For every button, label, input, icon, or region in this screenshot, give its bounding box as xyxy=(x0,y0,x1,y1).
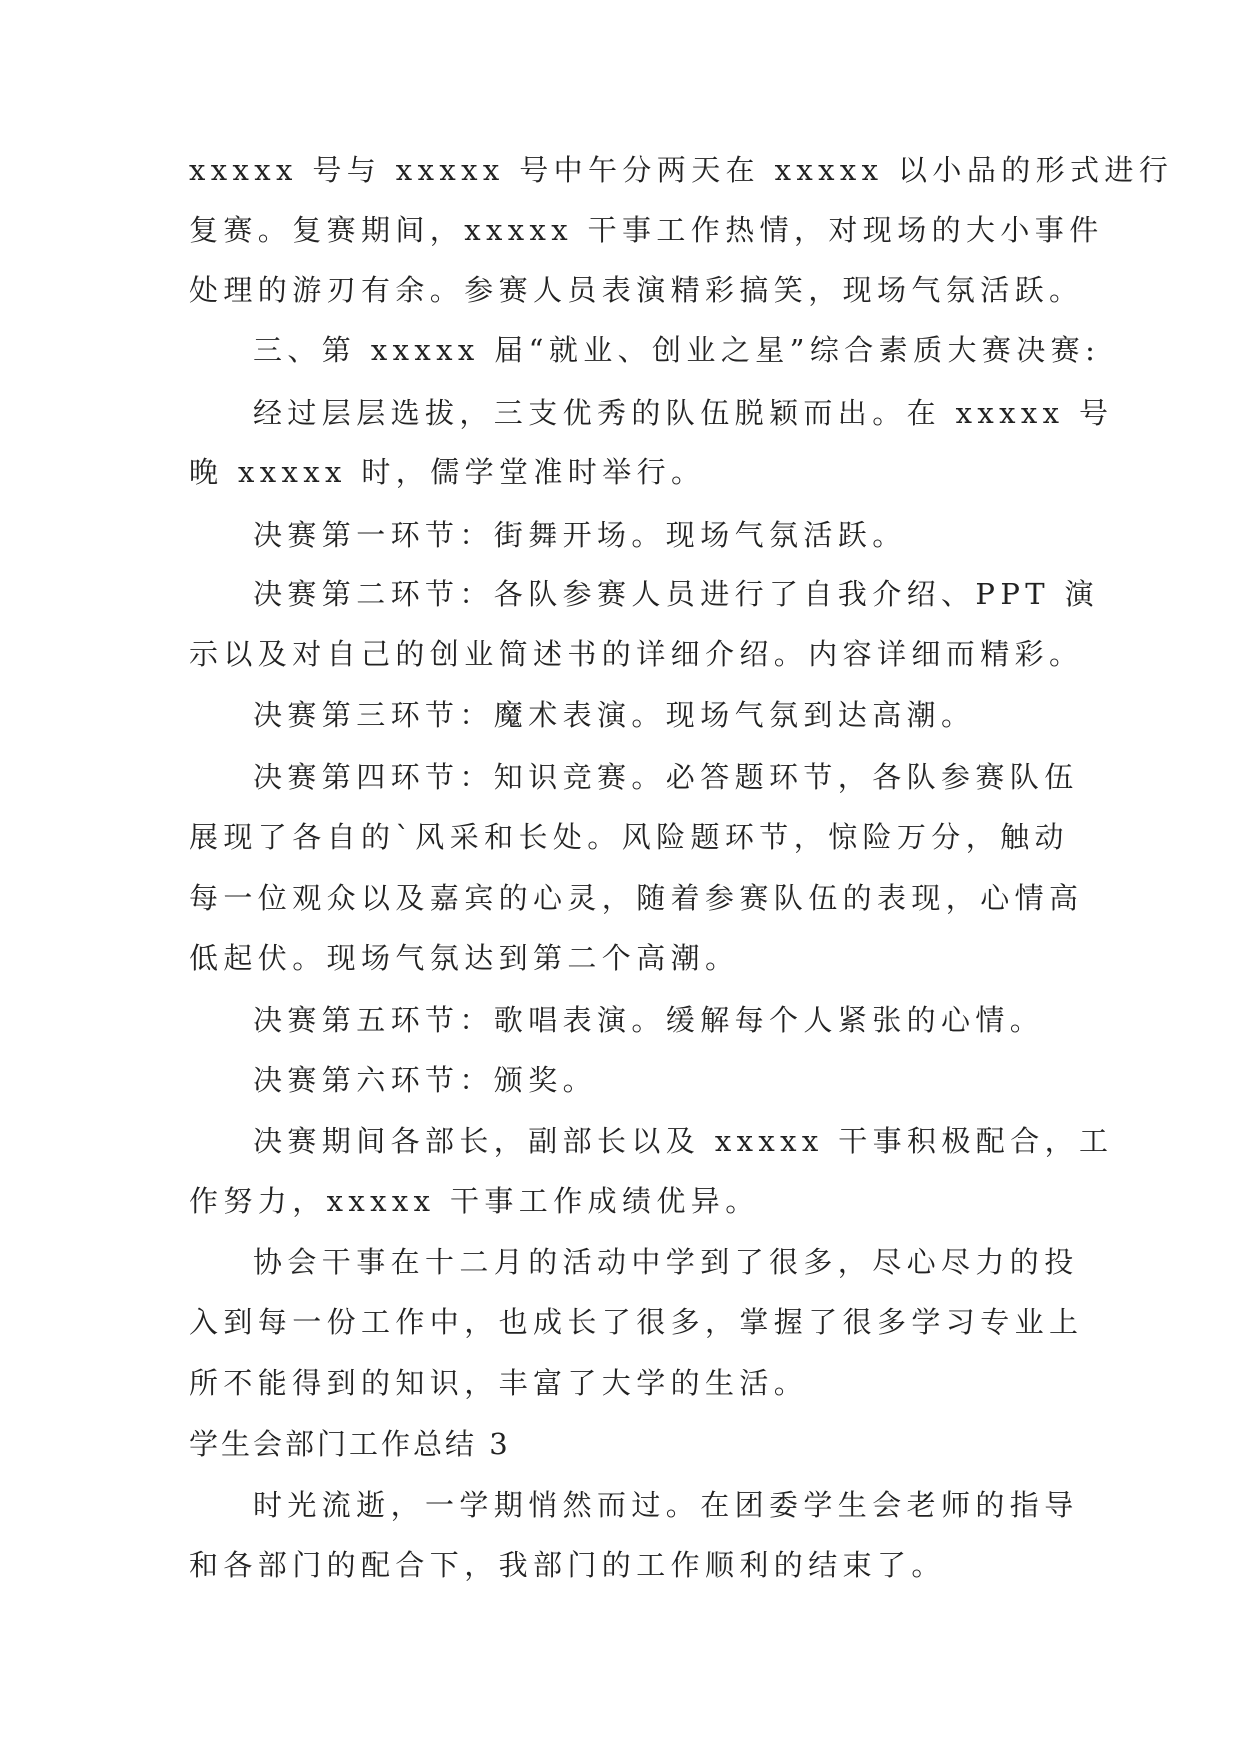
text-line: 决赛期间各部长，副部长以及 xxxxx 干事积极配合，工 xyxy=(253,1124,1114,1158)
text-line: 决赛第二环节：各队参赛人员进行了自我介绍、PPT 演 xyxy=(253,577,1099,611)
text-line: 和各部门的配合下，我部门的工作顺利的结束了。 xyxy=(189,1548,946,1582)
text-line: 复赛。复赛期间，xxxxx 干事工作热情，对现场的大小事件 xyxy=(189,213,1104,247)
text-line: 决赛第三环节：魔术表演。现场气氛到达高潮。 xyxy=(253,698,976,732)
text-line: 协会干事在十二月的活动中学到了很多，尽心尽力的投 xyxy=(253,1245,1079,1279)
text-line: 低起伏。现场气氛达到第二个高潮。 xyxy=(189,941,740,975)
text-line: 决赛第四环节：知识竞赛。必答题环节，各队参赛队伍 xyxy=(253,760,1079,794)
text-line: 入到每一份工作中，也成长了很多，掌握了很多学习专业上 xyxy=(189,1305,1084,1339)
text-line: 决赛第五环节：歌唱表演。缓解每个人紧张的心情。 xyxy=(253,1003,1045,1037)
text-line: 三、第 xxxxx 届“就业、创业之星”综合素质大赛决赛: xyxy=(253,333,1101,367)
text-line: 每一位观众以及嘉宾的心灵，随着参赛队伍的表现，心情高 xyxy=(189,881,1084,915)
text-line: 经过层层选拔，三支优秀的队伍脱颖而出。在 xxxxx 号 xyxy=(253,396,1114,430)
text-line: 所不能得到的知识，丰富了大学的生活。 xyxy=(189,1366,809,1400)
text-line: 晚 xxxxx 时，儒学堂准时举行。 xyxy=(189,455,706,489)
text-line: 决赛第一环节：街舞开场。现场气氛活跃。 xyxy=(253,518,907,552)
section-heading: 学生会部门工作总结 3 xyxy=(189,1427,511,1461)
text-line: 作努力，xxxxx 干事工作成绩优异。 xyxy=(189,1184,760,1218)
text-line: 处理的游刃有余。参赛人员表演精彩搞笑，现场气氛活跃。 xyxy=(189,273,1084,307)
text-line: xxxxx 号与 xxxxx 号中午分两天在 xxxxx 以小品的形式进行 xyxy=(189,153,1174,187)
text-line: 示以及对自己的创业简述书的详细介绍。内容详细而精彩。 xyxy=(189,637,1084,671)
text-line: 决赛第六环节：颁奖。 xyxy=(253,1063,598,1097)
text-line: 时光流逝，一学期悄然而过。在团委学生会老师的指导 xyxy=(253,1488,1079,1522)
text-line: 展现了各自的`风采和长处。风险题环节，惊险万分，触动 xyxy=(189,820,1069,854)
